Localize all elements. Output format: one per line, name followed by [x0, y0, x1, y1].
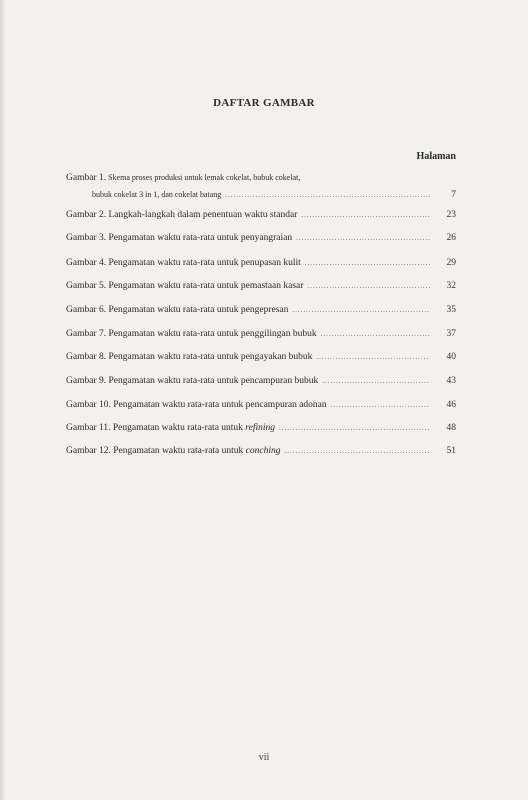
dot-leader: [225, 189, 430, 202]
figure-caption-line1: Skema proses produksi untuk lemak cokelat, bubuk cokelat,: [108, 173, 301, 182]
figure-page-number: 51: [446, 446, 456, 456]
dot-leader: [296, 232, 430, 245]
figure-entry-8: [66, 351, 456, 364]
figure-entry-5: [66, 280, 456, 293]
figure-prefix: Gambar 2.: [66, 210, 107, 220]
dot-leader: [321, 328, 430, 341]
dot-leader: [316, 351, 430, 364]
dot-leader: [301, 209, 430, 222]
figure-caption: Pengamatan waktu rata-rata untuk pencampuran bubuk: [108, 376, 319, 386]
page-column-header: Halaman: [416, 151, 456, 162]
dot-leader: [331, 399, 430, 412]
figure-page-number: 37: [446, 329, 456, 339]
figure-page-number: 43: [446, 376, 456, 386]
figure-caption: Pengamatan waktu rata-rata untuk penyangraian: [108, 233, 293, 243]
figure-prefix: Gambar 12.: [66, 446, 111, 456]
figure-prefix: Gambar 10.: [66, 400, 111, 410]
figure-entry-1: [66, 171, 456, 202]
figure-entry-6: [66, 304, 456, 317]
figure-caption: Pengamatan waktu rata-rata untuk pencampuran adonan: [113, 400, 327, 410]
figure-caption: Pengamatan waktu rata-rata untuk pengepresan: [108, 305, 289, 315]
figure-prefix: Gambar 4.: [66, 258, 107, 268]
figure-prefix: Gambar 8.: [66, 352, 107, 362]
dot-leader: [307, 280, 430, 293]
figure-caption: Pengamatan waktu rata-rata untuk: [112, 423, 243, 433]
dot-leader: [305, 257, 430, 270]
figure-caption-emphasis: refining: [245, 423, 276, 433]
figure-page-number: 26: [446, 233, 456, 243]
figure-page-number: 40: [446, 352, 456, 362]
page-title: DAFTAR GAMBAR: [213, 97, 315, 109]
figure-prefix: Gambar 7.: [66, 329, 107, 339]
figure-prefix: Gambar 1.: [66, 173, 107, 183]
figure-entry-11: [66, 422, 456, 435]
figure-prefix: Gambar 3.: [66, 233, 107, 243]
figure-page-number: 32: [446, 281, 456, 291]
figure-caption: Pengamatan waktu rata-rata untuk penupasan kulit: [108, 258, 301, 268]
dot-leader: [284, 445, 430, 458]
figure-prefix: Gambar 6.: [66, 305, 107, 315]
figure-caption-emphasis: conching: [245, 446, 281, 456]
figure-page-number: 23: [446, 210, 456, 220]
figure-page-number: 7: [451, 190, 456, 200]
figure-entry-7: [66, 328, 456, 341]
figure-entry-9: [66, 375, 456, 388]
figure-entry-10: [66, 399, 456, 412]
figure-page-number: 48: [446, 423, 456, 433]
figure-entry-4: [66, 257, 456, 270]
figure-prefix: Gambar 5.: [66, 281, 107, 291]
figure-prefix: Gambar 9.: [66, 376, 107, 386]
figure-caption: Pengamatan waktu rata-rata untuk penggilingan bubuk: [108, 329, 317, 339]
dot-leader: [279, 422, 430, 435]
figure-page-number: 35: [446, 305, 456, 315]
page-number-footer: vii: [258, 752, 270, 763]
dot-leader: [292, 304, 430, 317]
figure-entry-3: [66, 232, 456, 245]
figure-prefix: Gambar 11.: [66, 423, 111, 433]
figure-caption-line2: bubuk cokelat 3 in 1, dan cokelat batang: [92, 190, 222, 199]
figure-caption: Pengamatan waktu rata-rata untuk pengayakan bubuk: [108, 352, 313, 362]
figure-page-number: 46: [446, 400, 456, 410]
figure-entry-12: [66, 445, 456, 458]
dot-leader: [322, 375, 430, 388]
figure-caption: Langkah-langkah dalam penentuan waktu standar: [108, 210, 298, 220]
figure-entry-2: [66, 209, 456, 222]
figure-caption: Pengamatan waktu rata-rata untuk pemastaan kasar: [108, 281, 304, 291]
figure-caption: Pengamatan waktu rata-rata untuk: [113, 446, 244, 456]
figure-page-number: 29: [446, 258, 456, 268]
